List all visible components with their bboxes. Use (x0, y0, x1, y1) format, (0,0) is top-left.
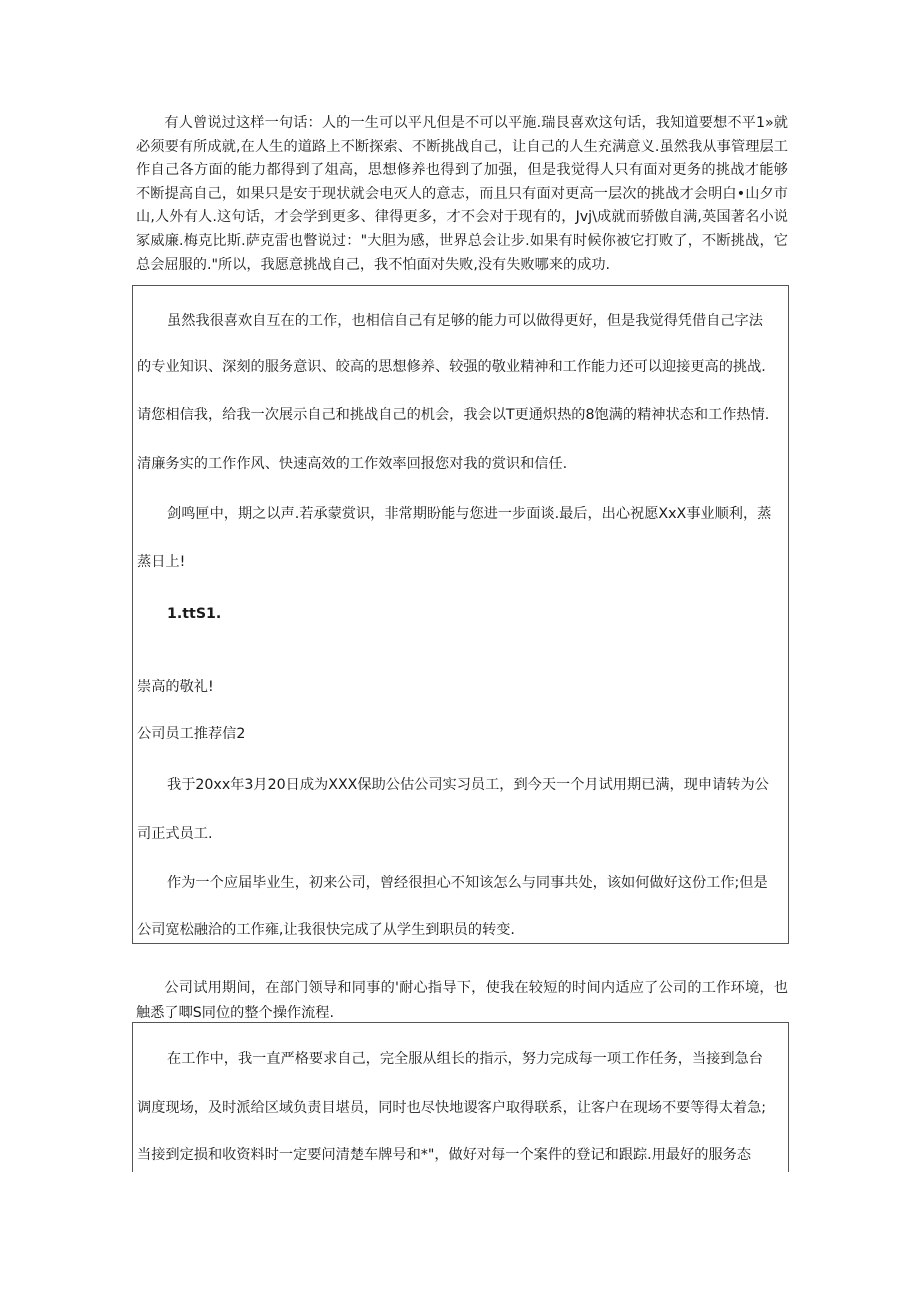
box1-line-10: 我于20xx年3月20日成为XXX保助公估公司实习员工，到今天一个月试用期已满，现申请转为公 (167, 777, 769, 793)
box1-line-6: 蒸日上! (137, 554, 186, 570)
box2-line-1: 在工作中，我一直严格要求自己，完全服从组长的指示，努力完成每一项工作任务，当接到急台 (167, 1051, 763, 1067)
box1-line-1: 虽然我很喜欢自互在的工作，也相信自己有足够的能力可以做得更好，但是我觉得凭借自己字法 (167, 313, 763, 329)
box1-line-13: 公司宽松融洽的工作雍,让我很快完成了从学生到职员的转变. (137, 922, 515, 938)
box1-line-2: 的专业知识、深刻的服务意识、皎高的思想修养、较强的敬业精神和工作能力还可以迎接更高的挑战. (137, 359, 766, 375)
box1-line-4: 清廉务实的工作作风、快速高效的工作效率回报您对我的赏识和信任. (137, 456, 568, 472)
letter-box-2 (132, 1022, 789, 1172)
box2-line-2: 调度现场，及时派给区域负责目堪员，同时也尽快地谡客户取得联系，让客户在现场不要等得太着急; (137, 1100, 767, 1116)
letter-box-1 (132, 285, 789, 944)
box1-line-7: 1.ttS1. (167, 606, 222, 622)
box1-line-3: 请您相信我，给我一次展示自己和挑战自己的机会，我会以T更通炽热的8饱满的精神状态和工作热情. (137, 407, 770, 423)
mid-paragraph: 公司试用期间，在部门领导和同事的'耐心指导下，使我在较短的时间内适应了公司的工作环境，也触悉了唧S同位的整个操作流程. (136, 980, 788, 1021)
intro-paragraph: 有人曾说过这样一句话：人的一生可以平凡但是不可以平施.瑞艮喜欢这句话，我知道要想不平1»就必须要有所成就,在人生的道路上不断探索、不断挑战自己，让自己的人生充满意义.虽然我从事管理层工作自己各方面的能力都得到了俎高，思想修养也得到了加强，但是我觉得人只有面对更务的挑战才能够不断提高自己，如果只是安于现状就会电灭人的意志，而且只有面对更高一层次的挑战才会明白•山夕市山,人外有人.这句话，才会学到更多、律得更多，才不会对于现有的，Jvj\成就而骄傲自满,英国著名小说冢威廉.梅克比斯.萨克雷也瞥说过："大胆为感，世界总会让步.如果有时候你被它打败了，不断挑战，它总会屈服的."所以，我愿意挑战自己，我不怕面对失败,没有失败哪来的成功. (136, 115, 788, 273)
box1-line-12: 作为一个应届毕业生，初来公司，曾经很担心不知该怎么与同事共处，该如何做好这份工作;但是 (167, 875, 768, 891)
box1-line-5: 剑鸣匣中，期之以声.若承蒙赏识，非常期盼能与您进一步面谈.最后，出心祝愿XxX事业顺利，蒸 (167, 506, 772, 522)
box2-line-3: 当接到定损和收资料时一定要问清楚车牌号和*"，做好对每一个案件的登记和跟踪.用最好的服务态 (137, 1147, 752, 1163)
section-title: 公司员工推荐信2 (137, 726, 246, 742)
salutation: 崇高的敬礼! (137, 679, 214, 695)
box1-line-11: 司正式员工. (137, 826, 213, 842)
